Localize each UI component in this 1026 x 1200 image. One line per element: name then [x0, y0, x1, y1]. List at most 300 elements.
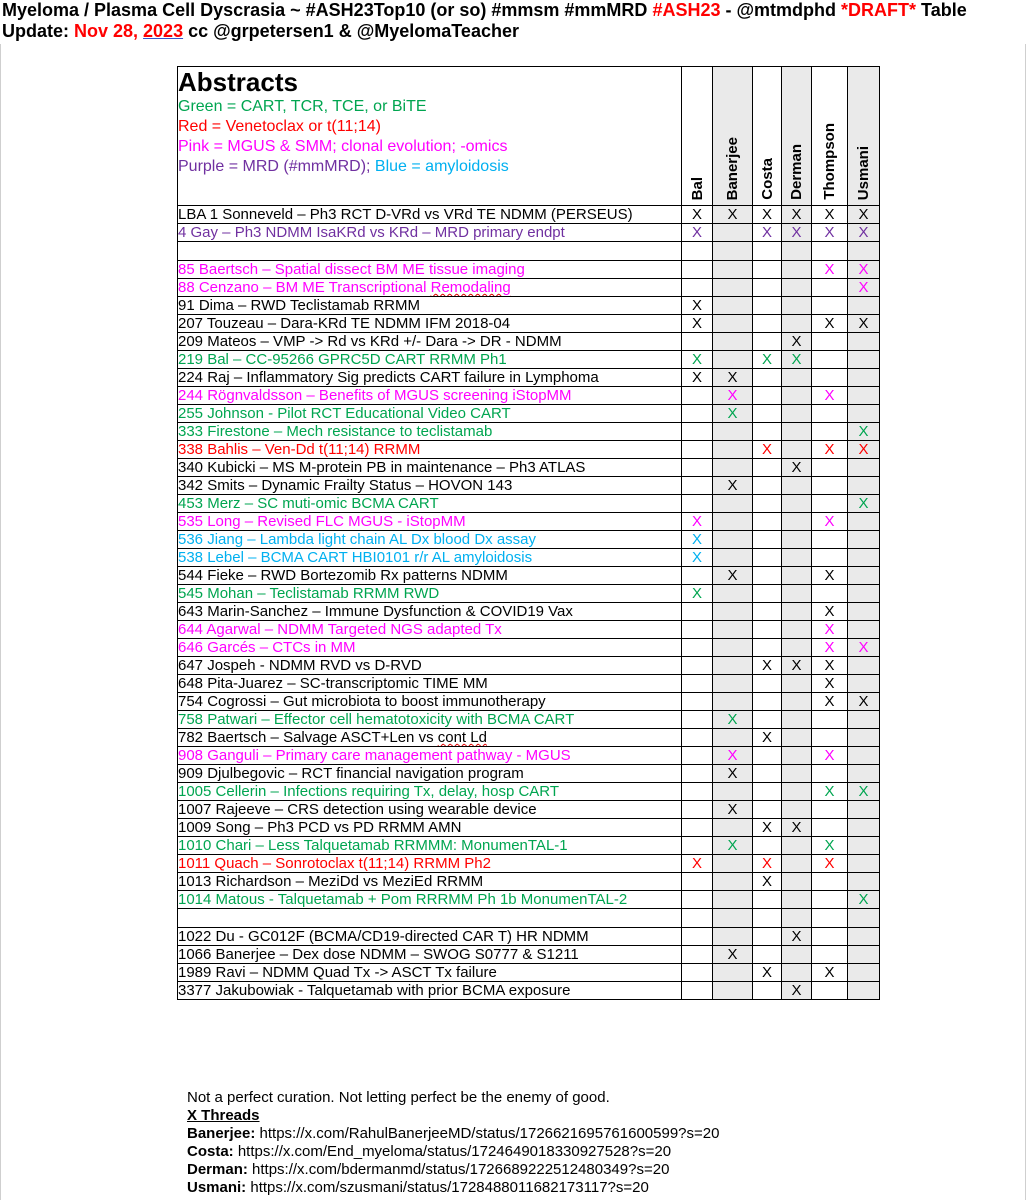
mark-cell-costa — [753, 405, 782, 423]
mark-cell-derman — [782, 801, 812, 819]
mark-cell-banerjee — [713, 531, 753, 549]
col-header-usmani — [848, 67, 880, 206]
mark-cell-banerjee — [713, 693, 753, 711]
mark-cell-derman — [782, 279, 812, 297]
mark-cell-derman: X — [782, 982, 812, 1000]
mark-cell-derman — [782, 693, 812, 711]
mark-cell-bal — [682, 261, 713, 279]
mark-cell-costa: X — [753, 964, 782, 982]
mark-cell-usmani: X — [848, 261, 880, 279]
mark-cell-derman — [782, 946, 812, 964]
mark-cell-derman: X — [782, 459, 812, 477]
title-suffix: Table — [916, 0, 967, 20]
mark-cell-thompson: X — [812, 603, 848, 621]
mark-cell-usmani — [848, 909, 880, 928]
mark-cell-bal — [682, 711, 713, 729]
abstract-cell: 340 Kubicki – MS M-protein PB in maintenance – Ph3 ATLAS — [178, 459, 682, 477]
mark-cell-costa — [753, 261, 782, 279]
mark-cell-costa: X — [753, 729, 782, 747]
abstract-cell: 535 Long – Revised FLC MGUS - iStopMM — [178, 513, 682, 531]
mark-cell-bal — [682, 441, 713, 459]
mark-cell-thompson: X — [812, 261, 848, 279]
mark-cell-thompson — [812, 279, 848, 297]
mark-cell-usmani: X — [848, 279, 880, 297]
mark-cell-banerjee — [713, 333, 753, 351]
mark-cell-costa — [753, 765, 782, 783]
mark-cell-thompson: X — [812, 964, 848, 982]
mark-cell-usmani — [848, 513, 880, 531]
mark-cell-banerjee — [713, 224, 753, 242]
abstract-cell: 1014 Matous - Talquetamab + Pom RRRMM Ph 1b MonumenTAL-2 — [178, 891, 682, 909]
mark-cell-bal — [682, 333, 713, 351]
mark-cell-bal — [682, 477, 713, 495]
mark-cell-usmani: X — [848, 783, 880, 801]
table-row — [178, 369, 880, 387]
table-row — [178, 837, 880, 855]
abstract-cell: 1989 Ravi – NDMM Quad Tx -> ASCT Tx failure — [178, 964, 682, 982]
mark-cell-banerjee — [713, 928, 753, 946]
mark-cell-bal — [682, 279, 713, 297]
abstract-cell — [178, 279, 682, 297]
table-row — [178, 387, 880, 405]
abstract-cell: 1005 Cellerin – Infections requiring Tx, delay, hosp CART — [178, 783, 682, 801]
mark-cell-costa — [753, 621, 782, 639]
mark-cell-costa — [753, 495, 782, 513]
mark-cell-usmani — [848, 387, 880, 405]
mark-cell-usmani — [848, 873, 880, 891]
draft-label: *DRAFT* — [841, 0, 917, 20]
mark-cell-costa — [753, 242, 782, 261]
mark-cell-usmani — [848, 729, 880, 747]
table-row — [178, 459, 880, 477]
abstract-text: 782 Baertsch – Salvage ASCT+Len vs — [178, 729, 438, 746]
mark-cell-derman: X — [782, 206, 812, 224]
mark-cell-derman — [782, 477, 812, 495]
mark-cell-bal — [682, 891, 713, 909]
table-row — [178, 477, 880, 495]
mark-cell-derman — [782, 315, 812, 333]
mark-cell-costa — [753, 603, 782, 621]
table-row — [178, 729, 880, 747]
mark-cell-bal — [682, 693, 713, 711]
mark-cell-costa — [753, 387, 782, 405]
col-label: Bal — [688, 176, 706, 200]
table-row — [178, 783, 880, 801]
mark-cell-bal — [682, 837, 713, 855]
abstract-cell: 255 Johnson - Pilot RCT Educational Video CART — [178, 405, 682, 423]
title-text: Myeloma / Plasma Cell Dyscrasia ~ #ASH23Top10 (or so) #mmsm #mmMRD — [2, 0, 653, 20]
abstract-cell: 545 Mohan – Teclistamab RRMM RWD — [178, 585, 682, 603]
mark-cell-banerjee — [713, 621, 753, 639]
mark-cell-bal — [682, 567, 713, 585]
table-row — [178, 405, 880, 423]
mark-cell-derman — [782, 729, 812, 747]
abstract-cell: 85 Baertsch – Spatial dissect BM ME tissue imaging — [178, 261, 682, 279]
mark-cell-bal — [682, 783, 713, 801]
mark-cell-banerjee: X — [713, 206, 753, 224]
mark-cell-banerjee: X — [713, 747, 753, 765]
mark-cell-bal — [682, 928, 713, 946]
mark-cell-usmani: X — [848, 693, 880, 711]
thread-costa — [187, 1143, 947, 1161]
mark-cell-banerjee — [713, 855, 753, 873]
mark-cell-derman — [782, 387, 812, 405]
mark-cell-banerjee — [713, 603, 753, 621]
mark-cell-thompson: X — [812, 693, 848, 711]
abstract-cell: 647 Jospeh - NDMM RVD vs D-RVD — [178, 657, 682, 675]
mark-cell-usmani — [848, 477, 880, 495]
table-row — [178, 855, 880, 873]
legend-purple-blue — [178, 157, 681, 177]
table-row — [178, 261, 880, 279]
mark-cell-banerjee — [713, 675, 753, 693]
col-header-thompson — [812, 67, 848, 206]
abstract-cell: 1022 Du - GC012F (BCMA/CD19-directed CAR T) HR NDMM — [178, 928, 682, 946]
mark-cell-banerjee: X — [713, 837, 753, 855]
mark-cell-bal — [682, 639, 713, 657]
table-row — [178, 675, 880, 693]
table-row — [178, 928, 880, 946]
abstract-cell: 643 Marin-Sanchez – Immune Dysfunction & COVID19 Vax — [178, 603, 682, 621]
table-row — [178, 982, 880, 1000]
abstract-cell: 219 Bal – CC-95266 GPRC5D CART RRMM Ph1 — [178, 351, 682, 369]
mark-cell-usmani — [848, 928, 880, 946]
mark-cell-bal: X — [682, 351, 713, 369]
table-spacer-row — [178, 909, 880, 928]
mark-cell-costa — [753, 747, 782, 765]
mark-cell-costa — [753, 531, 782, 549]
mark-cell-thompson — [812, 459, 848, 477]
table-row — [178, 801, 880, 819]
mark-cell-costa: X — [753, 351, 782, 369]
mark-cell-derman — [782, 531, 812, 549]
mark-cell-usmani — [848, 946, 880, 964]
table-row — [178, 891, 880, 909]
mark-cell-thompson: X — [812, 315, 848, 333]
table-row — [178, 747, 880, 765]
mark-cell-derman — [782, 585, 812, 603]
thread-banerjee — [187, 1125, 947, 1143]
mark-cell-derman — [782, 711, 812, 729]
abstract-cell: 338 Bahlis – Ven-Dd t(11;14) RRMM — [178, 441, 682, 459]
mark-cell-usmani — [848, 819, 880, 837]
mark-cell-derman — [782, 783, 812, 801]
mark-cell-bal — [682, 801, 713, 819]
mark-cell-usmani — [848, 333, 880, 351]
mark-cell-usmani — [848, 621, 880, 639]
mark-cell-bal: X — [682, 297, 713, 315]
mark-cell-bal: X — [682, 531, 713, 549]
mark-cell-thompson — [812, 585, 848, 603]
abstract-cell: 536 Jiang – Lambda light chain AL Dx blood Dx assay — [178, 531, 682, 549]
mark-cell-thompson — [812, 549, 848, 567]
thread-url[interactable]: https://x.com/bdermanmd/status/1726689222512480349?s=20 — [247, 1161, 670, 1178]
mark-cell-bal — [682, 495, 713, 513]
thread-url[interactable]: https://x.com/szusmani/status/1728488011682173117?s=20 — [246, 1179, 649, 1196]
table-row — [178, 603, 880, 621]
mark-cell-bal — [682, 603, 713, 621]
mark-cell-usmani — [848, 531, 880, 549]
mark-cell-usmani — [848, 242, 880, 261]
mark-cell-bal — [682, 729, 713, 747]
mark-cell-costa — [753, 801, 782, 819]
abstract-cell: 1010 Chari – Less Talquetamab RRMMM: MonumenTAL-1 — [178, 837, 682, 855]
mark-cell-thompson: X — [812, 441, 848, 459]
abstract-cell: 1007 Rajeeve – CRS detection using wearable device — [178, 801, 682, 819]
table-row — [178, 819, 880, 837]
mark-cell-bal — [682, 423, 713, 441]
mark-cell-costa — [753, 982, 782, 1000]
abstract-cell: 1066 Banerjee – Dex dose NDMM – SWOG S0777 & S1211 — [178, 946, 682, 964]
table-row — [178, 639, 880, 657]
mark-cell-thompson — [812, 946, 848, 964]
mark-cell-costa — [753, 928, 782, 946]
table-row — [178, 333, 880, 351]
mark-cell-banerjee: X — [713, 801, 753, 819]
mark-cell-usmani — [848, 351, 880, 369]
abstract-cell: 1013 Richardson – MeziDd vs MeziEd RRMM — [178, 873, 682, 891]
mark-cell-derman — [782, 423, 812, 441]
mark-cell-banerjee: X — [713, 369, 753, 387]
document-title — [2, 0, 1022, 42]
abstract-cell: 333 Firestone – Mech resistance to teclistamab — [178, 423, 682, 441]
mark-cell-thompson: X — [812, 747, 848, 765]
thread-name: Derman: — [187, 1161, 248, 1178]
mark-cell-costa — [753, 297, 782, 315]
mark-cell-costa — [753, 549, 782, 567]
abstract-cell: 648 Pita-Juarez – SC-transcriptomic TIME MM — [178, 675, 682, 693]
abstract-cell: 207 Touzeau – Dara-KRd TE NDMM IFM 2018-04 — [178, 315, 682, 333]
mark-cell-thompson: X — [812, 657, 848, 675]
abstract-cell: LBA 1 Sonneveld – Ph3 RCT D-VRd vs VRd TE NDMM (PERSEUS) — [178, 206, 682, 224]
abstract-cell: 754 Cogrossi – Gut microbiota to boost immunotherapy — [178, 693, 682, 711]
mark-cell-derman: X — [782, 928, 812, 946]
mark-cell-costa — [753, 477, 782, 495]
mark-cell-costa — [753, 946, 782, 964]
legend-red: Red = Venetoclax or t(11;14) — [178, 118, 381, 135]
mark-cell-banerjee: X — [713, 765, 753, 783]
mark-cell-derman — [782, 909, 812, 928]
mark-cell-bal: X — [682, 513, 713, 531]
abstract-text: 88 Cenzano – BM ME Transcriptional — [178, 279, 431, 296]
mark-cell-banerjee — [713, 279, 753, 297]
mark-cell-usmani — [848, 405, 880, 423]
table-row — [178, 297, 880, 315]
mark-cell-bal: X — [682, 549, 713, 567]
mark-cell-bal — [682, 242, 713, 261]
abstract-cell: 758 Patwari – Effector cell hematotoxicity with BCMA CART — [178, 711, 682, 729]
mark-cell-costa: X — [753, 855, 782, 873]
mark-cell-derman — [782, 405, 812, 423]
abstract-cell: 1011 Quach – Sonrotoclax t(11;14) RRMM Ph2 — [178, 855, 682, 873]
legend-pink: Pink = MGUS & SMM; clonal evolution; -omics — [178, 138, 508, 155]
mark-cell-usmani — [848, 747, 880, 765]
table-row — [178, 693, 880, 711]
threads-heading: X Threads — [187, 1107, 260, 1124]
table-row — [178, 585, 880, 603]
mark-cell-banerjee — [713, 297, 753, 315]
legend-purple: Purple = MRD (#mmMRD); — [178, 158, 375, 175]
mark-cell-costa — [753, 567, 782, 585]
abstracts-heading: Abstracts — [178, 67, 298, 97]
mark-cell-thompson — [812, 909, 848, 928]
mark-cell-banerjee — [713, 585, 753, 603]
legend-green: Green = CART, TCR, TCE, or BiTE — [178, 98, 427, 115]
mark-cell-banerjee — [713, 242, 753, 261]
mark-cell-usmani: X — [848, 315, 880, 333]
mark-cell-costa — [753, 279, 782, 297]
mark-cell-banerjee: X — [713, 477, 753, 495]
mark-cell-costa — [753, 423, 782, 441]
mark-cell-bal: X — [682, 224, 713, 242]
mark-cell-thompson — [812, 369, 848, 387]
abstracts-header-cell — [178, 67, 682, 206]
thread-url[interactable]: https://x.com/End_myeloma/status/1724649018330927528?s=20 — [233, 1143, 672, 1160]
table-row — [178, 765, 880, 783]
mark-cell-derman — [782, 513, 812, 531]
mark-cell-bal — [682, 819, 713, 837]
mark-cell-bal — [682, 657, 713, 675]
mark-cell-usmani — [848, 369, 880, 387]
mark-cell-usmani: X — [848, 891, 880, 909]
mark-cell-thompson — [812, 423, 848, 441]
mark-cell-bal — [682, 621, 713, 639]
mark-cell-thompson — [812, 928, 848, 946]
mark-cell-costa — [753, 333, 782, 351]
mark-cell-thompson — [812, 477, 848, 495]
mark-cell-thompson — [812, 297, 848, 315]
col-header-derman — [782, 67, 812, 206]
mark-cell-usmani — [848, 765, 880, 783]
mark-cell-banerjee — [713, 441, 753, 459]
mark-cell-usmani — [848, 567, 880, 585]
mark-cell-derman — [782, 873, 812, 891]
mark-cell-banerjee — [713, 783, 753, 801]
cc-list: cc @grpetersen1 & @MyelomaTeacher — [183, 21, 519, 41]
title-handle: - @mtmdphd — [720, 0, 842, 20]
mark-cell-banerjee — [713, 873, 753, 891]
mark-cell-costa: X — [753, 224, 782, 242]
mark-cell-usmani — [848, 855, 880, 873]
mark-cell-thompson — [812, 351, 848, 369]
table-row — [178, 315, 880, 333]
table-row — [178, 549, 880, 567]
mark-cell-costa: X — [753, 873, 782, 891]
table-row — [178, 351, 880, 369]
table-row — [178, 279, 880, 297]
mark-cell-thompson — [812, 711, 848, 729]
thread-name: Usmani: — [187, 1179, 247, 1196]
mark-cell-costa — [753, 711, 782, 729]
abstract-text-flagged: cont Ld — [437, 729, 487, 746]
mark-cell-banerjee — [713, 639, 753, 657]
mark-cell-banerjee — [713, 351, 753, 369]
mark-cell-derman: X — [782, 819, 812, 837]
title-hashtag: #ASH23 — [652, 0, 721, 20]
mark-cell-usmani — [848, 982, 880, 1000]
mark-cell-bal: X — [682, 855, 713, 873]
mark-cell-banerjee — [713, 982, 753, 1000]
update-label: Update: — [2, 21, 74, 41]
mark-cell-bal — [682, 982, 713, 1000]
mark-cell-thompson: X — [812, 621, 848, 639]
mark-cell-bal — [682, 459, 713, 477]
mark-cell-costa: X — [753, 206, 782, 224]
mark-cell-usmani: X — [848, 441, 880, 459]
mark-cell-derman — [782, 441, 812, 459]
table-row — [178, 621, 880, 639]
mark-cell-banerjee — [713, 549, 753, 567]
mark-cell-derman — [782, 639, 812, 657]
mark-cell-banerjee — [713, 964, 753, 982]
table-row — [178, 964, 880, 982]
mark-cell-banerjee — [713, 495, 753, 513]
mark-cell-usmani — [848, 297, 880, 315]
curation-note: Not a perfect curation. Not letting perfect be the enemy of good. — [187, 1089, 610, 1106]
mark-cell-banerjee — [713, 819, 753, 837]
title-line-1 — [2, 0, 1022, 21]
thread-name: Banerjee: — [187, 1125, 256, 1142]
mark-cell-derman — [782, 567, 812, 585]
mark-cell-usmani — [848, 657, 880, 675]
mark-cell-usmani: X — [848, 639, 880, 657]
mark-cell-costa — [753, 837, 782, 855]
col-label: Costa — [758, 158, 776, 200]
mark-cell-costa — [753, 675, 782, 693]
table-row — [178, 873, 880, 891]
col-label: Usmani — [855, 145, 872, 200]
mark-cell-usmani — [848, 801, 880, 819]
table-row — [178, 657, 880, 675]
mark-cell-thompson: X — [812, 513, 848, 531]
mark-cell-derman — [782, 747, 812, 765]
mark-cell-derman: X — [782, 657, 812, 675]
abstract-cell: 342 Smits – Dynamic Frailty Status – HOVON 143 — [178, 477, 682, 495]
col-header-costa — [753, 67, 782, 206]
mark-cell-costa — [753, 585, 782, 603]
mark-cell-bal — [682, 405, 713, 423]
mark-cell-bal — [682, 675, 713, 693]
col-label: Derman — [788, 144, 805, 200]
abstract-cell — [178, 909, 682, 928]
thread-usmani — [187, 1179, 947, 1197]
mark-cell-thompson: X — [812, 783, 848, 801]
mark-cell-derman — [782, 837, 812, 855]
col-header-bal — [682, 67, 713, 206]
mark-cell-banerjee — [713, 891, 753, 909]
table-row — [178, 441, 880, 459]
mark-cell-thompson: X — [812, 387, 848, 405]
update-date: Nov 28, — [74, 21, 144, 41]
mark-cell-thompson — [812, 242, 848, 261]
abstract-cell: 4 Gay – Ph3 NDMM IsaKRd vs KRd – MRD primary endpt — [178, 224, 682, 242]
thread-url[interactable]: https://x.com/RahulBanerjeeMD/status/1726621695761600599?s=20 — [255, 1125, 720, 1142]
abstract-cell: 909 Djulbegovic – RCT financial navigation program — [178, 765, 682, 783]
table-row — [178, 513, 880, 531]
mark-cell-thompson — [812, 495, 848, 513]
abstract-cell: 224 Raj – Inflammatory Sig predicts CART failure in Lymphoma — [178, 369, 682, 387]
abstract-cell: 908 Ganguli – Primary care management pathway - MGUS — [178, 747, 682, 765]
mark-cell-bal: X — [682, 585, 713, 603]
mark-cell-banerjee — [713, 513, 753, 531]
mark-cell-banerjee — [713, 261, 753, 279]
mark-cell-thompson: X — [812, 855, 848, 873]
mark-cell-banerjee — [713, 729, 753, 747]
mark-cell-derman: X — [782, 333, 812, 351]
mark-cell-thompson — [812, 982, 848, 1000]
mark-cell-derman: X — [782, 224, 812, 242]
thread-name: Costa: — [187, 1143, 234, 1160]
